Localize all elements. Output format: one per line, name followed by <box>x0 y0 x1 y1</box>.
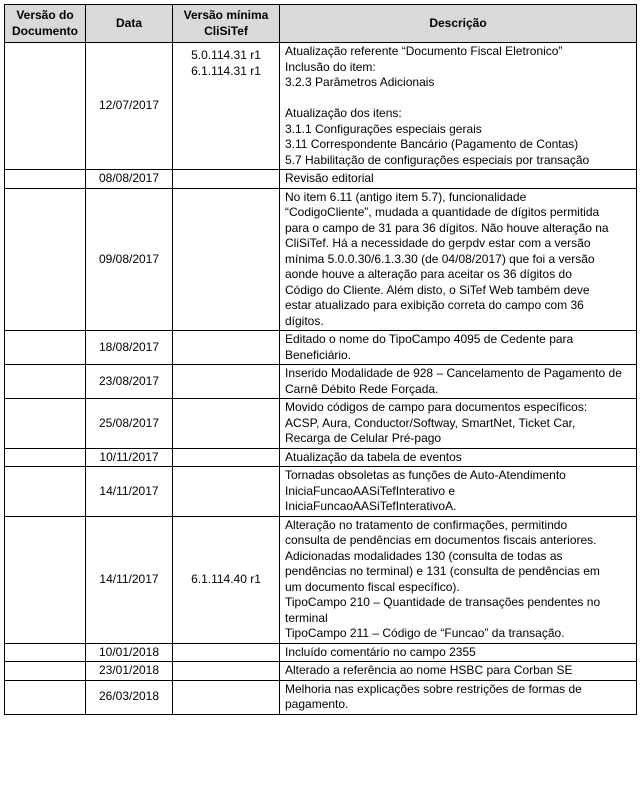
min-version-cell <box>173 399 280 449</box>
table-row <box>5 467 637 517</box>
description-cell <box>280 365 637 399</box>
min-version-cell <box>173 516 280 643</box>
header-description: Descrição <box>280 5 637 43</box>
table-row <box>5 448 637 467</box>
description-line: Código do Cliente. Além disto, o SiTef Web também deve <box>285 282 590 297</box>
description-line: Adicionadas modalidades 130 (consulta de todas as <box>285 548 563 563</box>
header-doc-version: Versão do Documento <box>5 5 86 43</box>
doc-version-cell <box>5 43 86 170</box>
min-version-cell <box>173 643 280 662</box>
description-cell <box>280 188 637 331</box>
date-cell: 25/08/2017 <box>86 399 173 449</box>
description-line: TipoCampo 211 – Código de “Funcao” da transação. <box>285 626 565 640</box>
date-cell: 23/01/2018 <box>86 662 173 681</box>
description-line: Tornadas obsoletas as funções de Auto-Atendimento <box>285 468 566 482</box>
description-line: pagamento. <box>285 697 349 711</box>
min-version-cell <box>173 331 280 365</box>
min-version-text: 6.1.114.31 r1 <box>191 63 261 78</box>
description-line <box>285 91 631 107</box>
table-row <box>5 365 637 399</box>
revision-history-table <box>4 4 637 715</box>
doc-version-cell <box>5 448 86 467</box>
description-line: pendências no terminal) e 131 (consulta de pendências em <box>285 564 600 578</box>
table-row <box>5 43 637 170</box>
description-line: Movido códigos de campo para documentos específicos: <box>285 400 588 414</box>
date-cell: 12/07/2017 <box>86 43 173 170</box>
description-line: 3.2.3 Parâmetros Adicionais <box>285 75 435 89</box>
description-line: “CodigoCliente”, mudada a quantidade de dígitos permitida <box>285 205 600 219</box>
header-date: Data <box>86 5 173 43</box>
date-cell: 23/08/2017 <box>86 365 173 399</box>
table-row <box>5 643 637 662</box>
description-cell <box>280 680 637 714</box>
description-line: aonde houve a alteração para aceitar os 36 dígitos do <box>285 267 572 281</box>
description-line: dígitos. <box>285 313 324 328</box>
description-cell <box>280 399 637 449</box>
description-line: 5.7 Habilitação de configurações especiais por transação <box>285 152 590 167</box>
description-line: 3.1.1 Configurações especiais gerais <box>285 121 482 136</box>
description-line: Revisão editorial <box>285 171 374 185</box>
description-line: Inserido Modalidade de 928 – Cancelamento de Pagamento de <box>285 366 622 380</box>
description-cell <box>280 662 637 681</box>
description-line: Inclusão do item: <box>285 59 376 74</box>
min-version-text: 5.0.114.31 r1 <box>191 48 261 62</box>
description-line: Recarga de Celular Pré-pago <box>285 431 442 445</box>
description-line: Atualização da tabela de eventos <box>285 449 462 464</box>
description-line: mínima 5.0.0.30/6.1.3.30 (de 04/08/2017) que foi a versão <box>285 251 595 266</box>
header-min-version: Versão mínima CliSiTef <box>173 5 280 43</box>
description-line: No item 6.11 (antigo item 5.7), funcionalidade <box>285 189 527 204</box>
min-version-text: 6.1.114.40 r1 <box>191 571 261 586</box>
description-line: 3.11 Correspondente Bancário (Pagamento de Contas) <box>285 137 579 151</box>
description-cell <box>280 331 637 365</box>
description-cell <box>280 516 637 643</box>
doc-version-cell <box>5 365 86 399</box>
date-cell: 26/03/2018 <box>86 680 173 714</box>
description-line: IniciaFuncaoAASiTefInterativoA. <box>285 499 457 513</box>
table-row <box>5 662 637 681</box>
date-cell: 18/08/2017 <box>86 331 173 365</box>
description-cell <box>280 448 637 467</box>
table-row <box>5 188 637 331</box>
doc-version-cell <box>5 331 86 365</box>
description-cell <box>280 467 637 517</box>
min-version-cell <box>173 188 280 331</box>
description-line: Alterado a referência ao nome HSBC para Corban SE <box>285 663 573 677</box>
description-line: Editado o nome do TipoCampo 4095 de Cedente para <box>285 332 574 346</box>
revision-history-table-container <box>4 4 636 715</box>
min-version-cell <box>173 170 280 189</box>
description-line: Melhoria nas explicações sobre restrições de formas de <box>285 681 582 696</box>
description-line: Alteração no tratamento de confirmações, permitindo <box>285 517 568 532</box>
min-version-cell <box>173 467 280 517</box>
min-version-cell <box>173 662 280 681</box>
description-line: ACSP, Aura, Conductor/Softway, SmartNet, Ticket Car, <box>285 415 576 430</box>
doc-version-cell <box>5 662 86 681</box>
min-version-cell <box>173 43 280 170</box>
date-cell: 10/11/2017 <box>86 448 173 467</box>
doc-version-cell <box>5 516 86 643</box>
description-cell <box>280 170 637 189</box>
min-version-cell <box>173 365 280 399</box>
description-line: Incluído comentário no campo 2355 <box>285 644 476 659</box>
description-line: estar atualizado para exibição correta do campo com 36 <box>285 298 584 312</box>
doc-version-cell <box>5 399 86 449</box>
table-row <box>5 516 637 643</box>
doc-version-cell <box>5 188 86 331</box>
description-line: consulta de pendências em documentos fiscais anteriores. <box>285 533 597 547</box>
table-row <box>5 170 637 189</box>
description-line: IniciaFuncaoAASiTefInterativo e <box>285 483 456 498</box>
description-line: Atualização referente “Documento Fiscal Eletronico” <box>285 44 563 58</box>
date-cell: 14/11/2017 <box>86 467 173 517</box>
date-cell: 08/08/2017 <box>86 170 173 189</box>
date-cell: 10/01/2018 <box>86 643 173 662</box>
table-row <box>5 680 637 714</box>
description-line: para o campo de 31 para 36 dígitos. Não houve alteração na <box>285 220 609 235</box>
min-version-cell <box>173 680 280 714</box>
description-cell <box>280 643 637 662</box>
table-row <box>5 399 637 449</box>
description-line: TipoCampo 210 – Quantidade de transações pendentes no <box>285 595 601 609</box>
description-line: um documento fiscal específico). <box>285 579 460 594</box>
min-version-cell <box>173 448 280 467</box>
doc-version-cell <box>5 643 86 662</box>
table-row <box>5 331 637 365</box>
description-line: Carnê Débito Rede Forçada. <box>285 381 439 396</box>
doc-version-cell <box>5 680 86 714</box>
description-line: Atualização dos itens: <box>285 106 402 120</box>
description-line: terminal <box>285 610 328 625</box>
doc-version-cell <box>5 170 86 189</box>
description-line: CliSiTef. Há a necessidade do gerpdv estar com a versão <box>285 236 591 250</box>
doc-version-cell <box>5 467 86 517</box>
description-line: Beneficiário. <box>285 347 352 362</box>
table-body <box>5 43 637 715</box>
date-cell: 09/08/2017 <box>86 188 173 331</box>
description-cell <box>280 43 637 170</box>
table-header-row <box>5 5 637 43</box>
date-cell: 14/11/2017 <box>86 516 173 643</box>
